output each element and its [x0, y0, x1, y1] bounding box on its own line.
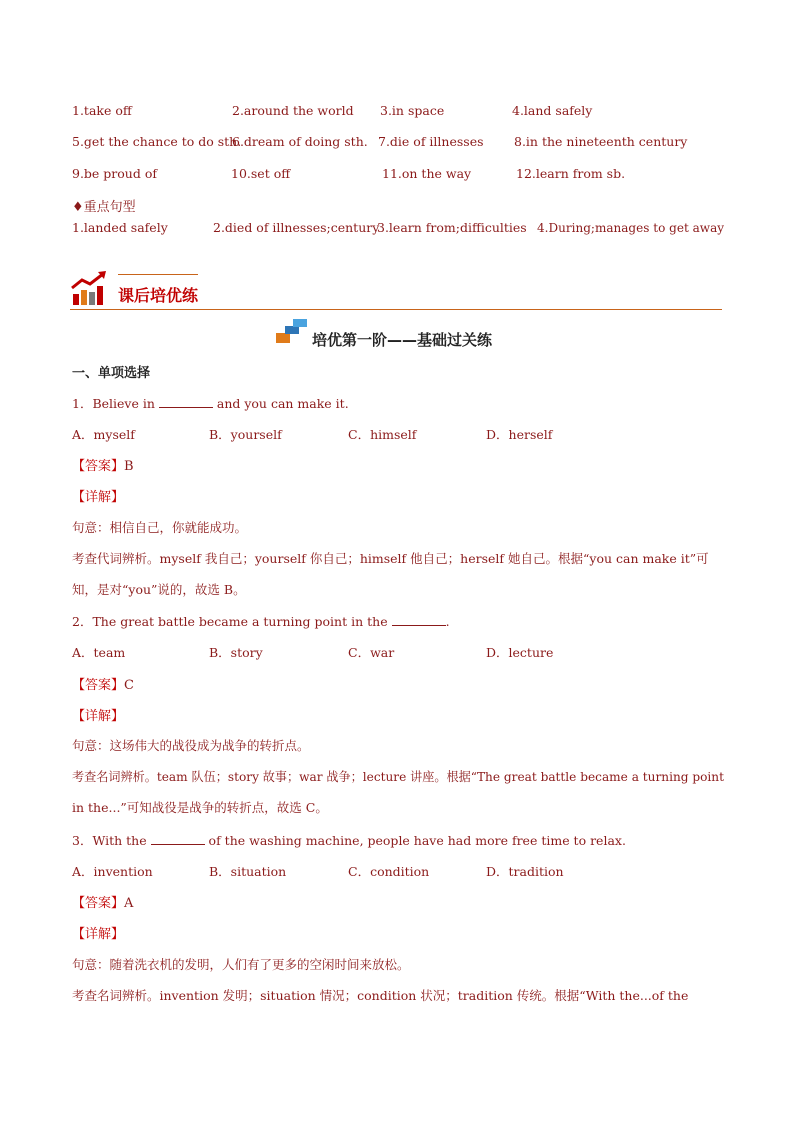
section-title: 课后培优练 [118, 286, 199, 305]
section-divider [70, 309, 722, 310]
option-a: A．myself [72, 427, 135, 442]
option-b: B．yourself [209, 427, 282, 442]
phrase-item: 4.land safely [512, 103, 593, 118]
phrase-item: 5.get the chance to do sth. [72, 134, 242, 149]
key-sentence-item: 1.landed safely [72, 220, 168, 235]
explanation-line: 知，是对“you”说的，故选 B。 [72, 582, 246, 597]
explanation-line: in the...”可知战役是战争的转折点，故选 C。 [72, 800, 328, 815]
phrase-item: 2.around the world [232, 103, 354, 118]
option-c: C．condition [348, 864, 430, 879]
detail-label: 【详解】 [72, 709, 125, 724]
answer-blank [151, 832, 205, 845]
option-d: D．lecture [486, 645, 554, 660]
explanation-line: 考查名词辨析。team 队伍；story 故事；war 战争；lecture 讲座。根据“The great battle became a turning point [72, 769, 725, 784]
question-stem: 2．The great battle became a turning point in the . [72, 614, 450, 629]
section-title-overline [118, 274, 198, 275]
option-b: B．story [209, 645, 263, 660]
question-stem: 3．With the of the washing machine, people have had more free time to relax. [72, 833, 626, 848]
explanation-line: 考查名词辨析。invention 发明；situation 情况；condition 状况；tradition 传统。根据“With the...of the [72, 988, 689, 1003]
answer-line: 【答案】C [72, 678, 134, 693]
explanation-line: 句意：随着洗衣机的发明，人们有了更多的空闲时间来放松。 [72, 957, 410, 972]
explanation-line: 句意：这场伟大的战役成为战争的转折点。 [72, 738, 310, 753]
explanation-line: 句意：相信自己，你就能成功。 [72, 520, 248, 535]
key-sentence-item: 2.died of illnesses;century [213, 220, 380, 235]
option-d: D．tradition [486, 864, 564, 879]
phrase-item: 9.be proud of [72, 166, 157, 181]
section-subtitle: 培优第一阶——基础过关练 [312, 331, 493, 349]
key-sentences-heading: ♦重点句型 [72, 200, 136, 215]
phrase-item: 3.in space [380, 103, 445, 118]
option-d: D．herself [486, 427, 553, 442]
question-stem: 1．Believe in and you can make it. [72, 396, 349, 411]
answer-value: B [124, 459, 134, 474]
part-heading: 一、单项选择 [72, 366, 151, 381]
phrase-item: 6.dream of doing sth. [232, 134, 368, 149]
answer-blank [159, 395, 213, 408]
detail-label: 【详解】 [72, 927, 125, 942]
phrase-item: 11.on the way [382, 166, 472, 181]
answer-line: 【答案】B [72, 459, 134, 474]
phrase-item: 12.learn from sb. [516, 166, 626, 181]
phrase-item: 8.in the nineteenth century [514, 134, 688, 149]
key-sentence-item: 4.During;manages to get away [537, 220, 725, 235]
growth-chart-icon [70, 270, 110, 308]
option-c: C．war [348, 645, 395, 660]
key-sentence-item: 3.learn from;difficulties [377, 220, 527, 235]
answer-value: A [124, 896, 134, 911]
detail-label: 【详解】 [72, 490, 125, 505]
phrase-item: 10.set off [231, 166, 291, 181]
option-c: C．himself [348, 427, 417, 442]
answer-blank [392, 613, 446, 626]
option-b: B．situation [209, 864, 287, 879]
answer-line: 【答案】A [72, 896, 134, 911]
steps-icon [275, 318, 309, 344]
phrase-item: 1.take off [72, 103, 132, 118]
option-a: A．invention [72, 864, 153, 879]
option-a: A．team [72, 645, 126, 660]
answer-value: C [124, 678, 134, 693]
phrase-item: 7.die of illnesses [378, 134, 484, 149]
explanation-line: 考查代词辨析。myself 我自己；yourself 你自己；himself 他自己；herself 她自己。根据“you can make it”可 [72, 551, 709, 566]
